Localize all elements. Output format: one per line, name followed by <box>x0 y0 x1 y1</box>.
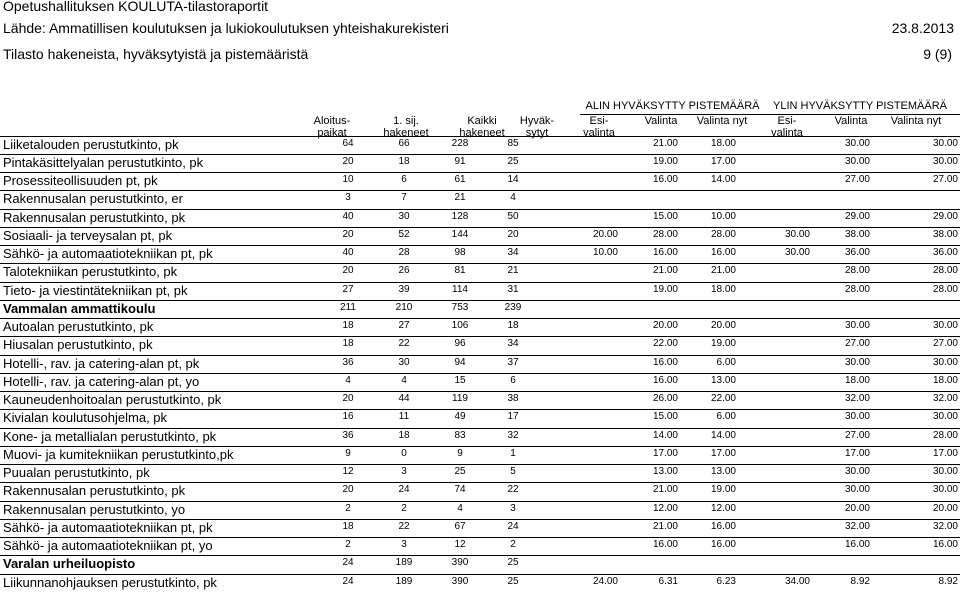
col-min-esivalinta-line: valinta <box>583 127 615 139</box>
count-cell: 20 <box>342 265 354 277</box>
score-cell: 28.00 <box>932 283 958 295</box>
table-row <box>0 446 960 464</box>
score-cell: 13.00 <box>710 466 736 477</box>
score-cell: 30.00 <box>844 356 870 368</box>
count-cell: 27 <box>398 320 410 331</box>
count-cell: 49 <box>454 411 466 423</box>
count-cell: 2 <box>345 539 351 550</box>
programme-name: Rakennusalan perustutkinto, er <box>3 191 183 207</box>
score-cell: 28.00 <box>932 265 958 277</box>
score-cell: 19.00 <box>652 155 678 167</box>
score-cell: 22.00 <box>710 393 736 404</box>
count-cell: 25 <box>507 575 519 587</box>
table-row <box>0 373 960 391</box>
count-cell: 6 <box>401 174 407 185</box>
score-cell: 16.00 <box>652 539 678 550</box>
programme-name: Tieto- ja viestintätekniikan pt, pk <box>3 282 188 298</box>
score-cell: 30.00 <box>932 356 958 368</box>
count-cell: 0 <box>401 447 407 459</box>
count-cell: 11 <box>398 411 410 423</box>
programme-name: Liiketalouden perustutkinto, pk <box>3 136 179 152</box>
programme-name: Kone- ja metallialan perustutkinto, pk <box>3 428 217 444</box>
min-score-group-header: ALIN HYVÄKSYTTY PISTEMÄÄRÄ <box>585 100 760 112</box>
score-cell: 27.00 <box>844 174 870 185</box>
school-name: Varalan urheiluopisto <box>3 556 136 572</box>
count-cell: 83 <box>454 429 466 441</box>
count-cell: 24 <box>342 557 354 569</box>
col-aloituspaikat-line: paikat <box>317 127 347 139</box>
count-cell: 94 <box>454 356 466 368</box>
programme-name: Hotelli-, rav. ja catering-alan pt, pk <box>3 355 200 371</box>
count-cell: 2 <box>401 502 407 514</box>
count-cell: 21 <box>507 265 519 277</box>
score-cell: 6.00 <box>716 411 736 423</box>
table-row <box>0 227 960 245</box>
programme-name: Prosessiteollisuuden pt, pk <box>3 173 158 188</box>
score-cell: 8.92 <box>938 575 958 587</box>
col-max-valinta-line: Valinta <box>834 115 868 127</box>
score-cell: 10.00 <box>710 210 736 222</box>
table-row <box>0 428 960 446</box>
score-cell: 34.00 <box>784 575 810 587</box>
count-cell: 36 <box>342 429 354 441</box>
score-cell: 30.00 <box>932 137 958 149</box>
count-cell: 9 <box>345 447 351 459</box>
score-cell: 18.00 <box>932 374 958 386</box>
table-row <box>0 409 960 427</box>
count-cell: 27 <box>342 283 354 295</box>
score-cell: 32.00 <box>932 393 958 404</box>
score-cell: 27.00 <box>932 338 958 350</box>
score-cell: 27.00 <box>932 174 958 185</box>
count-cell: 39 <box>398 283 410 295</box>
count-cell: 61 <box>454 174 466 185</box>
score-cell: 21.00 <box>652 520 678 532</box>
count-cell: 22 <box>398 338 410 350</box>
count-cell: 3 <box>345 192 351 204</box>
count-cell: 119 <box>452 393 468 404</box>
score-cell: 29.00 <box>844 210 870 222</box>
count-cell: 2 <box>345 502 351 514</box>
count-cell: 189 <box>395 557 413 569</box>
count-cell: 74 <box>454 484 466 496</box>
count-cell: 4 <box>345 374 351 386</box>
programme-name: Liikunnanohjauksen perustutkinto, pk <box>3 574 217 590</box>
count-cell: 753 <box>451 301 469 313</box>
col-min-valinta-line: Valinta <box>644 115 678 127</box>
count-cell: 228 <box>451 137 469 149</box>
score-cell: 16.00 <box>710 539 736 550</box>
score-cell: 12.00 <box>652 502 678 514</box>
count-cell: 3 <box>401 539 407 550</box>
programme-name: Sähkö- ja automaatiotekniikan pt, yo <box>3 538 213 553</box>
col-ensisij-hakeneet-line: 1. sij. <box>393 115 419 127</box>
score-cell: 30.00 <box>784 247 810 258</box>
programme-name: Muovi- ja kumitekniikan perustutkinto,pk <box>3 446 234 462</box>
count-cell: 390 <box>451 557 469 569</box>
count-cell: 9 <box>457 447 463 459</box>
score-cell: 16.00 <box>844 539 870 550</box>
count-cell: 24 <box>507 520 519 532</box>
programme-name: Hiusalan perustutkinto, pk <box>3 337 153 353</box>
table-row <box>0 136 960 154</box>
count-cell: 211 <box>340 301 356 313</box>
count-cell: 18 <box>398 155 410 167</box>
count-cell: 5 <box>510 466 516 477</box>
table-row <box>0 391 960 409</box>
score-cell: 30.00 <box>844 155 870 167</box>
programme-name: Hotelli-, rav. ja catering-alan pt, yo <box>3 373 200 389</box>
score-cell: 14.00 <box>710 429 736 441</box>
count-cell: 7 <box>401 192 407 204</box>
score-cell: 15.00 <box>652 411 678 423</box>
table-row <box>0 574 960 592</box>
programme-name: Rakennusalan perustutkinto, yo <box>3 501 186 517</box>
count-cell: 34 <box>507 247 519 258</box>
col-max-esivalinta-line: valinta <box>771 127 803 139</box>
score-cell: 21.00 <box>652 484 678 496</box>
table-row <box>0 172 960 190</box>
score-cell: 19.00 <box>710 338 736 350</box>
score-cell: 13.00 <box>710 374 736 386</box>
score-cell: 30.00 <box>932 411 958 423</box>
score-cell: 16.00 <box>652 374 678 386</box>
score-cell: 20.00 <box>652 320 678 331</box>
score-cell: 22.00 <box>652 338 678 350</box>
score-cell: 24.00 <box>592 575 618 587</box>
score-cell: 17.00 <box>844 447 870 459</box>
score-cell: 21.00 <box>710 265 736 277</box>
count-cell: 239 <box>504 301 522 313</box>
score-cell: 8.92 <box>850 575 870 587</box>
programme-name: Sosiaali- ja terveysalan pt, pk <box>3 227 173 243</box>
score-cell: 10.00 <box>592 247 618 258</box>
count-cell: 64 <box>342 137 354 149</box>
count-cell: 98 <box>454 247 466 258</box>
count-cell: 32 <box>507 429 519 441</box>
programme-name: Pintakäsittelyalan perustutkinto, pk <box>3 154 204 170</box>
score-cell: 18.00 <box>710 137 736 149</box>
count-cell: 12 <box>342 466 354 477</box>
table-row <box>0 263 960 281</box>
table-row <box>0 519 960 537</box>
score-cell: 16.00 <box>652 356 678 368</box>
score-cell: 30.00 <box>844 466 870 477</box>
score-cell: 28.00 <box>932 429 958 441</box>
score-cell: 30.00 <box>932 320 958 331</box>
count-cell: 34 <box>507 338 519 350</box>
score-cell: 28.00 <box>844 283 870 295</box>
table-row <box>0 318 960 336</box>
count-cell: 18 <box>398 429 410 441</box>
count-cell: 44 <box>398 393 410 404</box>
count-cell: 114 <box>452 283 468 295</box>
count-cell: 25 <box>507 155 519 167</box>
table-row <box>0 501 960 519</box>
count-cell: 4 <box>401 374 407 386</box>
score-cell: 16.00 <box>932 539 958 550</box>
count-cell: 96 <box>454 338 466 350</box>
count-cell: 37 <box>507 356 519 368</box>
score-cell: 28.00 <box>652 228 678 240</box>
count-cell: 20 <box>342 484 354 496</box>
count-cell: 128 <box>451 210 469 222</box>
table-row <box>0 336 960 354</box>
score-cell: 36.00 <box>844 247 870 258</box>
score-cell: 30.00 <box>932 466 958 477</box>
count-cell: 20 <box>342 228 354 240</box>
count-cell: 20 <box>342 393 354 404</box>
table-row <box>0 464 960 482</box>
count-cell: 17 <box>507 411 519 423</box>
count-cell: 24 <box>342 575 354 587</box>
count-cell: 24 <box>398 484 410 496</box>
col-hyvaksytyt-line: sytyt <box>525 127 549 139</box>
school-row <box>0 300 960 318</box>
col-min-esivalinta-line: Esi- <box>589 115 609 127</box>
score-cell: 28.00 <box>710 228 736 240</box>
score-cell: 17.00 <box>652 447 678 459</box>
count-cell: 4 <box>457 502 463 514</box>
table-row <box>0 190 960 208</box>
score-cell: 17.00 <box>710 155 736 167</box>
count-cell: 106 <box>451 320 469 331</box>
count-cell: 18 <box>507 320 519 331</box>
count-cell: 25 <box>454 466 466 477</box>
school-name: Vammalan ammattikoulu <box>3 300 156 316</box>
count-cell: 20 <box>342 155 354 167</box>
score-cell: 20.00 <box>710 320 736 331</box>
score-cell: 38.00 <box>844 228 870 240</box>
page-number: 9 (9) <box>923 46 952 62</box>
count-cell: 2 <box>510 539 516 550</box>
school-row <box>0 555 960 573</box>
col-ensisij-hakeneet-line: hakeneet <box>383 127 429 139</box>
table-row <box>0 537 960 555</box>
count-cell: 4 <box>510 192 516 204</box>
count-cell: 390 <box>451 575 469 587</box>
col-max-esivalinta-line: Esi- <box>777 115 797 127</box>
table-row <box>0 209 960 227</box>
score-cell: 16.00 <box>652 247 678 258</box>
count-cell: 85 <box>507 137 519 149</box>
programme-name: Talotekniikan perustutkinto, pk <box>3 264 178 280</box>
max-score-group-header: YLIN HYVÄKSYTTY PISTEMÄÄRÄ <box>772 100 947 112</box>
col-kaikki-hakeneet-line: hakeneet <box>459 127 505 139</box>
count-cell: 15 <box>454 374 466 386</box>
count-cell: 22 <box>507 484 519 496</box>
count-cell: 18 <box>342 338 354 350</box>
count-cell: 144 <box>451 228 469 240</box>
score-cell: 16.00 <box>710 247 736 258</box>
score-cell: 16.00 <box>710 520 736 532</box>
score-cell: 20.00 <box>932 502 958 514</box>
count-cell: 40 <box>342 210 354 222</box>
programme-name: Autoalan perustutkinto, pk <box>3 319 154 334</box>
count-cell: 26 <box>398 265 410 277</box>
score-cell: 28.00 <box>844 265 870 277</box>
score-cell: 20.00 <box>592 228 618 240</box>
score-cell: 27.00 <box>844 429 870 441</box>
score-cell: 18.00 <box>844 374 870 386</box>
col-min-valinta-nyt-line: Valinta nyt <box>696 115 748 127</box>
score-cell: 30.00 <box>932 155 958 167</box>
col-max-valinta-nyt-line: Valinta nyt <box>890 115 942 127</box>
programme-name: Sähkö- ja automaatiotekniikan pt, pk <box>3 519 213 535</box>
count-cell: 16 <box>342 411 354 423</box>
table-row <box>0 355 960 373</box>
score-cell: 6.00 <box>716 356 736 368</box>
programme-name: Rakennusalan perustutkinto, pk <box>3 209 186 225</box>
count-cell: 91 <box>454 155 466 167</box>
count-cell: 3 <box>401 466 407 477</box>
score-cell: 30.00 <box>844 484 870 496</box>
count-cell: 22 <box>398 520 410 532</box>
report-date: 23.8.2013 <box>891 20 954 36</box>
score-cell: 30.00 <box>932 484 958 496</box>
count-cell: 25 <box>507 557 519 569</box>
count-cell: 36 <box>342 356 354 368</box>
score-cell: 30.00 <box>844 411 870 423</box>
score-cell: 6.23 <box>716 575 736 587</box>
count-cell: 50 <box>507 210 519 222</box>
score-cell: 32.00 <box>844 393 870 404</box>
score-cell: 12.00 <box>710 502 736 514</box>
programme-name: Rakennusalan perustutkinto, pk <box>3 483 186 499</box>
score-cell: 19.00 <box>710 484 736 496</box>
source-line: Lähde: Ammatillisen koulutuksen ja lukiokoulutuksen yhteishakurekisteri <box>3 20 449 36</box>
org-title: Opetushallituksen KOULUTA-tilastoraportit <box>3 0 269 14</box>
table-row <box>0 282 960 300</box>
programme-name: Sähkö- ja automaatiotekniikan pt, pk <box>3 246 213 261</box>
table-row <box>0 245 960 263</box>
programme-name: Puualan perustutkinto, pk <box>3 465 150 480</box>
score-cell: 17.00 <box>932 447 958 459</box>
score-cell: 32.00 <box>932 520 958 532</box>
count-cell: 14 <box>507 174 519 185</box>
count-cell: 30 <box>398 210 410 222</box>
count-cell: 20 <box>507 228 519 240</box>
col-hyvaksytyt-line: Hyväk- <box>519 115 555 127</box>
table-row <box>0 482 960 500</box>
score-cell: 29.00 <box>932 210 958 222</box>
count-cell: 40 <box>342 247 354 258</box>
score-cell: 16.00 <box>652 174 678 185</box>
count-cell: 3 <box>510 502 516 514</box>
score-cell: 21.00 <box>652 265 678 277</box>
count-cell: 31 <box>507 283 519 295</box>
score-cell: 14.00 <box>652 429 678 441</box>
count-cell: 6 <box>510 374 516 386</box>
score-cell: 30.00 <box>844 320 870 331</box>
col-kaikki-hakeneet-line: Kaikki <box>467 115 497 127</box>
count-cell: 30 <box>398 356 410 368</box>
score-cell: 27.00 <box>844 338 870 350</box>
score-cell: 30.00 <box>844 137 870 149</box>
score-cell: 14.00 <box>710 174 736 185</box>
count-cell: 1 <box>510 447 516 459</box>
score-cell: 26.00 <box>652 393 678 404</box>
count-cell: 81 <box>454 265 466 277</box>
count-cell: 18 <box>342 320 354 331</box>
count-cell: 189 <box>395 575 413 587</box>
score-cell: 19.00 <box>652 283 678 295</box>
score-cell: 38.00 <box>932 228 958 240</box>
programme-name: Kauneudenhoitoalan perustutkinto, pk <box>3 392 222 407</box>
score-cell: 36.00 <box>932 247 958 258</box>
count-cell: 67 <box>454 520 466 532</box>
count-cell: 21 <box>454 192 466 204</box>
score-cell: 21.00 <box>652 137 678 149</box>
report-title: Tilasto hakeneista, hyväksytyistä ja pistemääristä <box>3 46 309 62</box>
table-row <box>0 154 960 172</box>
count-cell: 12 <box>454 539 466 550</box>
count-cell: 18 <box>342 520 354 532</box>
score-cell: 20.00 <box>844 502 870 514</box>
count-cell: 210 <box>395 301 413 313</box>
count-cell: 10 <box>342 174 354 185</box>
count-cell: 52 <box>398 228 410 240</box>
score-cell: 17.00 <box>710 447 736 459</box>
count-cell: 66 <box>398 137 410 149</box>
programme-name: Kivialan koulutusohjelma, pk <box>3 410 168 426</box>
score-cell: 18.00 <box>710 283 736 295</box>
score-cell: 6.31 <box>658 575 678 587</box>
score-cell: 15.00 <box>652 210 678 222</box>
score-cell: 32.00 <box>844 520 870 532</box>
score-cell: 13.00 <box>652 466 678 477</box>
score-cell: 30.00 <box>784 228 810 240</box>
col-aloituspaikat-line: Aloitus- <box>313 115 351 127</box>
count-cell: 28 <box>398 247 410 258</box>
count-cell: 38 <box>507 393 519 404</box>
